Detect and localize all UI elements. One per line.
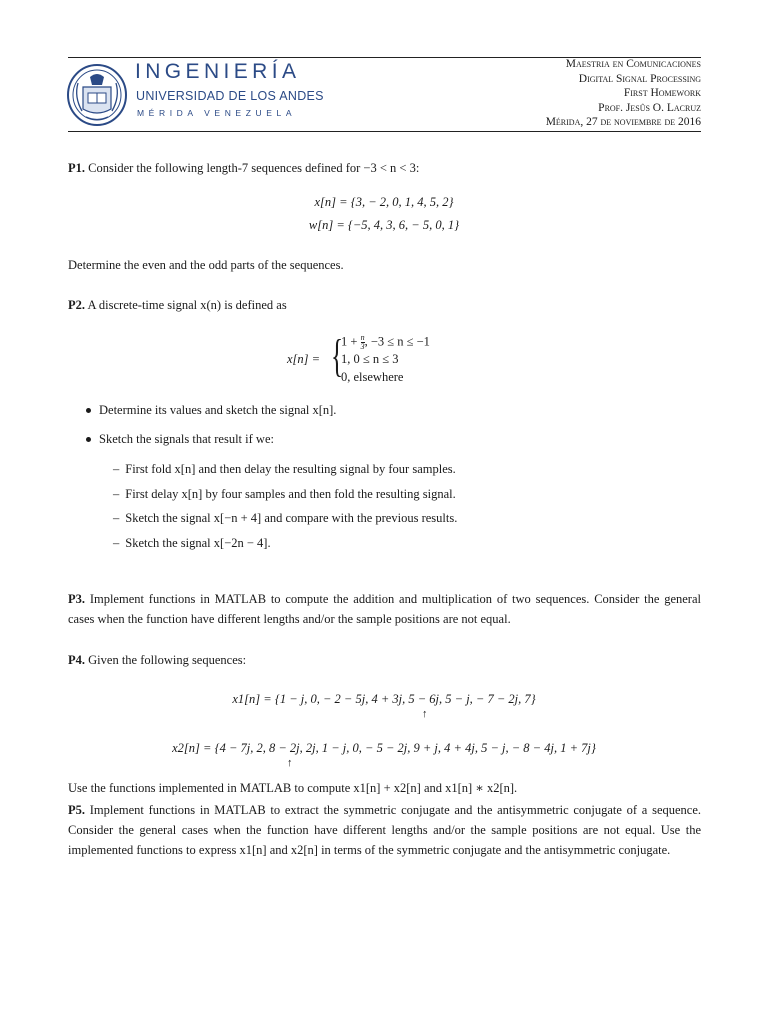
p2-dash-3-text: Sketch the signal x[−n + 4] and compare with the previous results. [125, 511, 458, 525]
p2-dash-1 [113, 462, 456, 477]
p2-dash-2-text: First delay x[n] by four samples and then fold the resulting signal. [125, 487, 456, 501]
p2-case-3: 0, elsewhere [341, 370, 404, 384]
p5-paragraph [68, 800, 701, 860]
p5-text: Implement functions in MATLAB to extract the symmetric conjugate and the antisymmetric conjugate of a sequence. Consider the general cases when the function have different lengths and/or the sample positions are not equal. Use the implemented functions to express x1[n] and x2[n] in terms of the symmetric conjugate and the antisymmetric conjugate. [68, 803, 702, 857]
program-name: Maestria en Comunicaciones [565, 58, 701, 70]
p3-text: Implement functions in MATLAB to compute the addition and multiplication of two sequences. Consider the general cases when the function have different lengths and/or the sample positions are not equal. [68, 592, 701, 626]
p2-bullet-1-text: Determine its values and sketch the signal x[n]. [99, 403, 337, 417]
p1-label: P1. [68, 161, 86, 175]
brand-place: MÉRIDA VENEZUELA [137, 108, 297, 118]
p2-bullet-2-text: Sketch the signals that result if we: [99, 432, 274, 446]
brand-title: INGENIERÍA [135, 60, 301, 83]
p2-brace: { [331, 330, 344, 381]
professor-name: Prof. Jesûs O. Lacruz [598, 101, 701, 114]
p2-intro-text: A discrete-time signal x(n) is defined as [87, 298, 287, 312]
header-right-block [546, 57, 701, 130]
dash-marker: – [113, 462, 120, 476]
p4-equation-x2: x2[n] = {4 − 7j, 2, 8 − 2j, 2j, 1 − j, 0, − 5 − 2j, 9 + j, 4 + 4j, 5 − j, − 8 − 4j, 1 + 7j} [172, 741, 596, 755]
p4-task: Use the functions implemented in MATLAB to compute x1[n] + x2[n] and x1[n] ∗ x2[n]. [68, 781, 518, 795]
p1-intro [68, 158, 701, 178]
p2-case-2: 1, 0 ≤ n ≤ 3 [341, 352, 399, 366]
p2-dash-1-text: First fold x[n] and then delay the resulting signal by four samples. [125, 462, 456, 476]
dash-marker: – [113, 536, 120, 550]
dash-marker: – [113, 511, 120, 525]
p2-dash-4-text: Sketch the signal x[−2n − 4]. [125, 536, 271, 550]
fraction-numerator: n [360, 333, 365, 342]
bullet-dot [86, 437, 91, 442]
p4-origin-arrow-x1: ↑ [422, 708, 428, 720]
p4-origin-arrow-x2: ↑ [287, 757, 293, 769]
p2-case-1-condition: , −3 ≤ n ≤ −1 [364, 334, 430, 349]
p2-lhs: x[n] = [287, 352, 321, 366]
p3-paragraph [68, 589, 701, 629]
p2-intro [68, 295, 701, 315]
fraction-denominator: 3 [360, 342, 365, 351]
p2-dash-4 [113, 536, 271, 551]
p4-intro [68, 650, 701, 670]
dash-marker: – [113, 487, 120, 501]
document-type: First Homework [623, 87, 701, 99]
p2-dash-2 [113, 487, 456, 502]
p2-case-1 [341, 334, 430, 351]
p4-intro-text: Given the following sequences: [88, 653, 247, 667]
header-bottom-rule [68, 131, 701, 132]
bullet-dot [86, 408, 91, 413]
p1-intro-text: Consider the following length-7 sequences defined for −3 < n < 3: [88, 161, 420, 175]
university-seal-logo [66, 63, 128, 127]
p4-equation-x1: x1[n] = {1 − j, 0, − 2 − 5j, 4 + 3j, 5 − 6j, 5 − j, − 7 − 2j, 7} [232, 692, 536, 706]
brand-subtitle: UNIVERSIDAD DE LOS ANDES [136, 89, 324, 103]
p2-bullet-1 [86, 403, 336, 418]
course-name: Digital Signal Processing [578, 72, 701, 85]
document-date: Mérida, 27 de noviembre de 2016 [545, 116, 701, 128]
p3-label: P3. [68, 592, 86, 606]
p1-task: Determine the even and the odd parts of the sequences. [68, 258, 344, 272]
p2-case-1-lead: 1 + [341, 334, 358, 349]
p1-equation-w: w[n] = {−5, 4, 3, 6, − 5, 0, 1} [308, 218, 460, 232]
p5-label: P5. [68, 803, 86, 817]
p2-dash-3 [113, 511, 457, 526]
p2-label: P2. [68, 298, 86, 312]
p4-label: P4. [68, 653, 86, 667]
p1-equation-x: x[n] = {3, − 2, 0, 1, 4, 5, 2} [314, 195, 454, 209]
p2-bullet-2 [86, 432, 274, 447]
